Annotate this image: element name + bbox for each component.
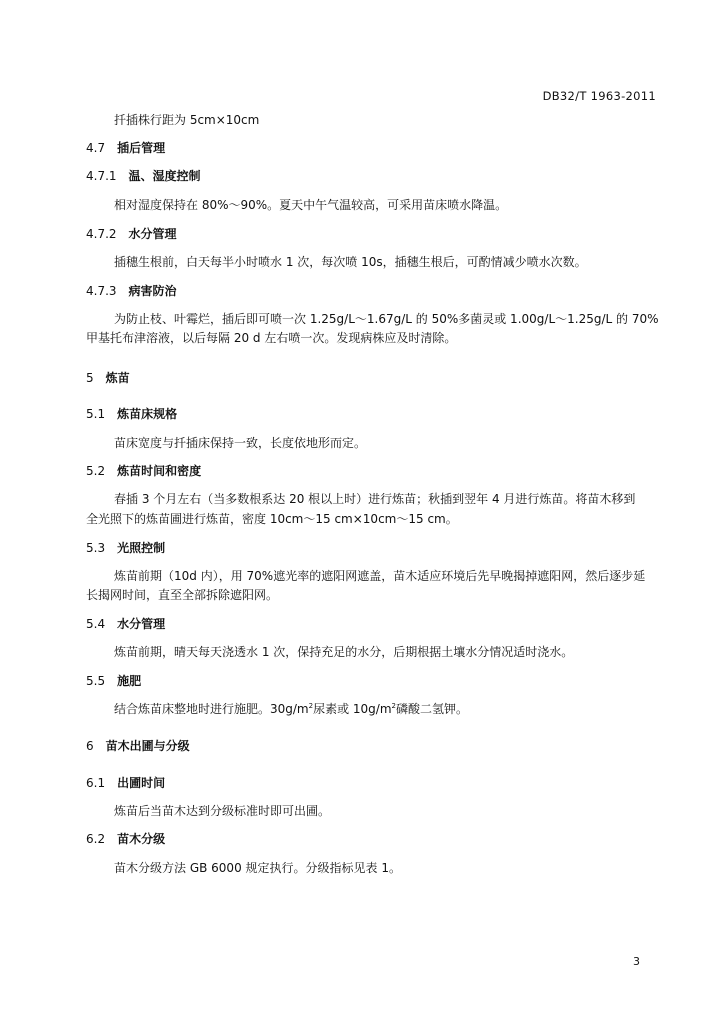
heading-6-1 (86, 775, 165, 791)
section-title: 出圃时间 (117, 776, 166, 790)
heading-5-4 (86, 616, 165, 632)
paragraph-5-3-line1: 炼苗前期（10d 内），用 70%遮光率的遮阳网遮盖，苗木适应环境后先早晚揭掉遮阳网，然后逐步延 (114, 569, 646, 583)
section-title: 光照控制 (117, 541, 166, 555)
section-number: 6 (86, 739, 94, 753)
heading-4-7-3 (86, 283, 177, 299)
paragraph-4-7-1: 相对湿度保持在 80%～90%。夏天中午气温较高，可采用苗床喷水降温。 (114, 198, 508, 212)
section-title: 炼苗 (105, 371, 130, 385)
section-number: 5.5 (86, 674, 106, 688)
paragraph-5-1: 苗床宽度与扦插床保持一致，长度依地形而定。 (114, 436, 367, 450)
heading-5-5 (86, 673, 141, 689)
section-title: 苗木分级 (117, 832, 166, 846)
heading-4-7 (86, 140, 165, 156)
section-number: 4.7 (86, 141, 106, 155)
heading-5 (86, 370, 130, 386)
paragraph-6-2: 苗木分级方法 GB 6000 规定执行。分级指标见表 1。 (114, 861, 401, 875)
heading-4-7-2 (86, 226, 177, 242)
paragraph-4-7-3-line2: 甲基托布津溶液，以后每隔 20 d 左右喷一次。发现病株应及时清除。 (86, 331, 457, 345)
heading-6-2 (86, 831, 165, 847)
header-divider (86, 107, 656, 108)
section-title: 炼苗床规格 (117, 407, 178, 421)
section-number: 6.2 (86, 832, 106, 846)
text-run: 尿素或 10g/m (313, 702, 392, 716)
text-run: 结合炼苗床整地时进行施肥。30g/m (114, 702, 309, 716)
section-title: 施肥 (117, 674, 142, 688)
section-title: 插后管理 (117, 141, 166, 155)
section-number: 5.3 (86, 541, 106, 555)
section-title: 病害防治 (128, 284, 177, 298)
paragraph-5-5 (114, 701, 468, 717)
section-number: 6.1 (86, 776, 106, 790)
section-number: 5.2 (86, 464, 106, 478)
page-number: 3 (633, 955, 640, 968)
paragraph-4-7-2: 插穗生根前，白天每半小时喷水 1 次，每次喷 10s，插穗生根后，可酌情减少喷水次数。 (114, 255, 587, 269)
paragraph-6-1: 炼苗后当苗木达到分级标准时即可出圃。 (114, 804, 331, 818)
text-run: 磷酸二氢钾。 (396, 702, 469, 716)
superscript: 2 (391, 702, 396, 710)
heading-6 (86, 738, 190, 754)
section-number: 5.1 (86, 407, 106, 421)
section-title: 苗木出圃与分级 (105, 739, 190, 753)
heading-4-7-1 (86, 168, 201, 184)
paragraph-5-3-line2: 长揭网时间，直至全部拆除遮阳网。 (86, 588, 279, 602)
superscript: 2 (308, 702, 314, 710)
paragraph-5-2-line1: 春插 3 个月左右（当多数根系达 20 根以上时）进行炼苗；秋插到翌年 4 月进行炼苗。将苗木移到 (114, 492, 636, 506)
paragraph-4-7-3-line1: 为防止枝、叶霉烂，插后即可喷一次 1.25g/L～1.67g/L 的 50%多菌灵或 1.00g/L～1.25g/L 的 70% (114, 312, 659, 326)
section-number: 5 (86, 371, 94, 385)
paragraph-line-spacing: 扦插株行距为 5cm×10cm (114, 113, 260, 127)
section-title: 温、湿度控制 (128, 169, 201, 183)
section-number: 4.7.2 (86, 227, 117, 241)
heading-5-2 (86, 463, 201, 479)
section-number: 4.7.3 (86, 284, 117, 298)
section-title: 炼苗时间和密度 (117, 464, 202, 478)
heading-5-1 (86, 406, 177, 422)
section-title: 水分管理 (128, 227, 177, 241)
standard-code: DB32/T 1963-2011 (542, 89, 656, 103)
paragraph-5-2-line2: 全光照下的炼苗圃进行炼苗，密度 10cm～15 cm×10cm～15 cm。 (86, 512, 458, 526)
section-number: 5.4 (86, 617, 106, 631)
section-title: 水分管理 (117, 617, 166, 631)
paragraph-5-4: 炼苗前期，晴天每天浇透水 1 次，保持充足的水分，后期根据土壤水分情况适时浇水。 (114, 645, 574, 659)
heading-5-3 (86, 540, 165, 556)
section-number: 4.7.1 (86, 169, 117, 183)
